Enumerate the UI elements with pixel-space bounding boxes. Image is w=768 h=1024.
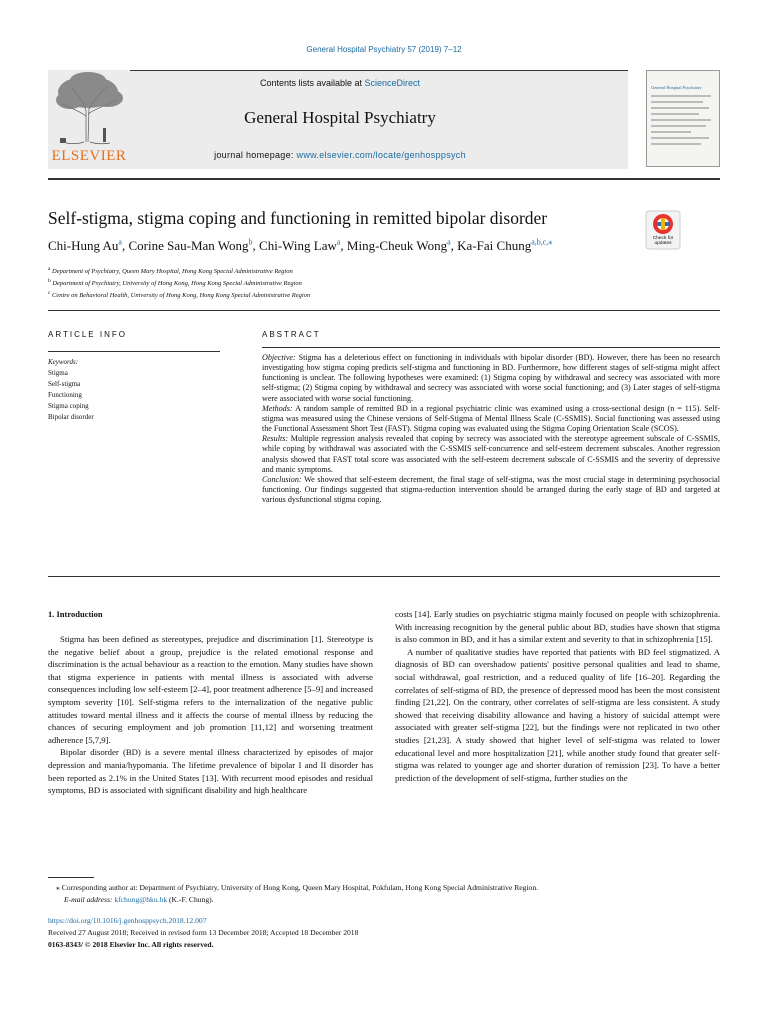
homepage-prefix: journal homepage: (214, 150, 297, 160)
cover-line (651, 131, 691, 133)
email-line (64, 895, 214, 904)
received-dates: Received 27 August 2018; Received in revised form 13 December 2018; Accepted 18 December 2018 (48, 928, 359, 937)
keyword: Bipolar disorder (48, 413, 94, 421)
header-rule (48, 178, 720, 180)
abstract-rule (262, 347, 720, 348)
author[interactable]: Chi-Wing Law$^a$, (259, 238, 347, 254)
tree-logo-icon (48, 70, 130, 148)
contents-prefix: Contents lists available at (259, 78, 365, 88)
corresponding-author-note: ⁎ Corresponding author at: Department of Psychiatry, University of Hong Kong, Queen Mary Hospital, Pokfulam, Hong Kong Special Administrative Region. (56, 883, 539, 892)
affiliation: $^c$ Centre on Behavioral Health, University of Hong Kong, Hong Kong Special Administrative Region (48, 290, 311, 300)
cover-line (651, 95, 711, 97)
keyword: Functioning (48, 391, 82, 399)
cover-line (651, 101, 703, 103)
article-info-heading: ARTICLE INFO (48, 330, 127, 339)
cover-line (651, 137, 709, 139)
body-paragraph: Stigma has been defined as stereotypes, prejudice and discrimination [1]. Stereotype is the negative belief about a group, prejudice is the related emotional response and discrimination is the actual behaviour as a reaction to the emotion. Many studies have shown that stigma experience in patients with mental illness is associated with adverse consequences including low self-esteem [2–4], poor treatment adherence [5–9] and increased symptom severity [10]. Self-stigma refers to the internalization of the negative public attitudes toward mental illness and it affects the course of mental illness by reducing the chances of securing employment and job promotion [11,12] and worsening treatment adherence [5,7,9]. (48, 634, 373, 745)
sciencedirect-link[interactable]: ScienceDirect (364, 78, 421, 88)
abstract-methods: Methods: A random sample of remitted BD in a regional psychiatric clinic was examined using a cross-sectional design (n = 115). Self-stigma was measured using the Chinese versions of Self-Stigma of Mental Illness Scale (C-SSMIS). Social functioning was assessed using the Functional Assessment Short Test (FAST). Stigma coping was evaluated using the Stigma Coping Orientation Scale (SCOS). (262, 403, 720, 434)
cover-line (651, 143, 701, 145)
author[interactable]: Chi-Hung Au$^a$, (48, 238, 129, 254)
journal-cover-thumbnail[interactable] (646, 70, 720, 167)
section-rule (48, 310, 720, 311)
abstract-results: Results: Multiple regression analysis revealed that coping by secrecy was associated with the stereotype agreement subscale of C-SSMIS, while coping by withdrawal was associated with the C-SSMIS self-concurrence and self-esteem decrement subscales. Another regression analysis showed that FAST total score was associated with the self-esteem decrement subscale of C-SSMIS and the severity of depressive and manic symptoms. (262, 434, 720, 474)
keyword: Stigma coping (48, 402, 89, 410)
author-list (48, 238, 552, 254)
abstract-conclusion: Conclusion: We showed that self-esteem decrement, the final stage of self-stigma, was the most crucial stage in determining psychosocial functioning. Our findings suggested that stigma-reduction intervention should be arranged during the early stage of BD and targeted at various dysfunctional stigma coping. (262, 474, 720, 505)
abstract-body (262, 353, 720, 505)
author[interactable]: Corine Sau-Man Wong$^b$, (128, 238, 260, 254)
section-heading-introduction: 1. Introduction (48, 609, 103, 619)
cover-line (651, 113, 699, 115)
footnote-rule (48, 877, 94, 878)
abstract-bottom-rule (48, 576, 720, 577)
elsevier-logo[interactable] (48, 70, 130, 168)
check-for-updates-label: Check for updates (652, 236, 674, 246)
elsevier-wordmark: ELSEVIER (51, 148, 127, 164)
email-label: E-mail address: (64, 895, 113, 904)
journal-title[interactable]: General Hospital Psychiatry (244, 108, 436, 127)
body-column-right (395, 608, 720, 784)
body-paragraph: A number of qualitative studies have reported that patients with BD feel stigmatized. A diagnosis of BD can overshadow patients' positive personal qualities and lead to shame, social withdrawal, goal restriction, and a reduced quality of life [16–20]. Regarding the correlates of self-stigma of BD, the presence of depressed mood has been the most consistent finding [21,22]. On the contrary, other correlates of self-stigma are less consistent. A study showed that receiving disability allowance and having a history of suicidal attempt were associated with greater self-stigma [22], but the findings were not replicated in two other studies [21,23]. A study showed that higher level of self-stigma was related to lower educational level and more hospitalization [21], while another study found that greater self-stigma was related to younger age and shorter duration of remission [23]. To have a better prediction of the development of self-stigma, further studies on the (395, 646, 720, 783)
keywords-label: Keywords: (48, 358, 79, 366)
journal-homepage (130, 150, 550, 160)
cover-line (651, 107, 709, 109)
author[interactable]: Ka-Fai Chung$^{a,b,c,⁎}$ (457, 238, 553, 254)
body-paragraph: Bipolar disorder (BD) is a severe mental illness characterized by episodes of major depression and mania/hypomania. The lifetime prevalence of bipolar I and II disorder has been reported as 2.1% in the United States [13]. With recurrent mood episodes and residual symptoms, BD is associated with significant disability and high healthcare (48, 747, 373, 796)
cover-line (651, 119, 711, 121)
homepage-link[interactable]: www.elsevier.com/locate/genhosppsych (296, 150, 466, 160)
keyword: Stigma (48, 369, 68, 377)
affiliation: $^a$ Department of Psychiatry, Queen Mary Hospital, Hong Kong Special Administrative Region (48, 266, 293, 276)
contents-line (130, 78, 550, 88)
author[interactable]: Ming-Cheuk Wong$^a$, (346, 238, 458, 254)
check-for-updates-badge[interactable] (645, 210, 681, 250)
email-suffix: (K.-F. Chung). (167, 895, 214, 904)
body-column-left (48, 633, 373, 797)
keyword: Self-stigma (48, 380, 81, 388)
doi-link[interactable]: https://doi.org/10.1016/j.genhosppsych.2018.12.007 (48, 916, 207, 925)
running-header[interactable]: General Hospital Psychiatry 57 (2019) 7–12 (306, 45, 462, 54)
email-link[interactable]: kfchung@hku.hk (114, 895, 168, 904)
article-title: Self-stigma, stigma coping and functioning in remitted bipolar disorder (48, 208, 548, 228)
copyright-line: 0163-8343/ © 2018 Elsevier Inc. All rights reserved. (48, 940, 214, 949)
cover-title: General Hospital Psychiatry (651, 85, 702, 90)
article-info-rule (48, 351, 220, 352)
abstract-objective: Objective: Stigma has a deleterious effect on functioning in individuals with bipolar disorder (BD). However, there has been no research investigating how stigma coping predicts self-stigma and functioning in BD. Furthermore, how different stages of self-stigma might affect functioning is unclear. The following hypotheses were examined: (1) Stigma coping by withdrawal and secrecy was associated with more self-stigma; (2) Stigma coping by withdrawal and secrecy was associated with worse social functioning; and (3) Later stages of self-stigma were associated with worse social functioning. (262, 353, 720, 403)
body-paragraph: costs [14]. Early studies on psychiatric stigma mainly focused on people with schizophrenia. With increasing recognition by the general public about BD, studies have shown that stigma is also common in BD, and it has a similar extent and severity to that in schizophrenia [15]. (395, 609, 720, 645)
affiliation: $^b$ Department of Psychiatry, University of Hong Kong, Hong Kong Special Administrative Region (48, 278, 302, 288)
abstract-heading: ABSTRACT (262, 330, 321, 339)
cover-line (651, 125, 706, 127)
